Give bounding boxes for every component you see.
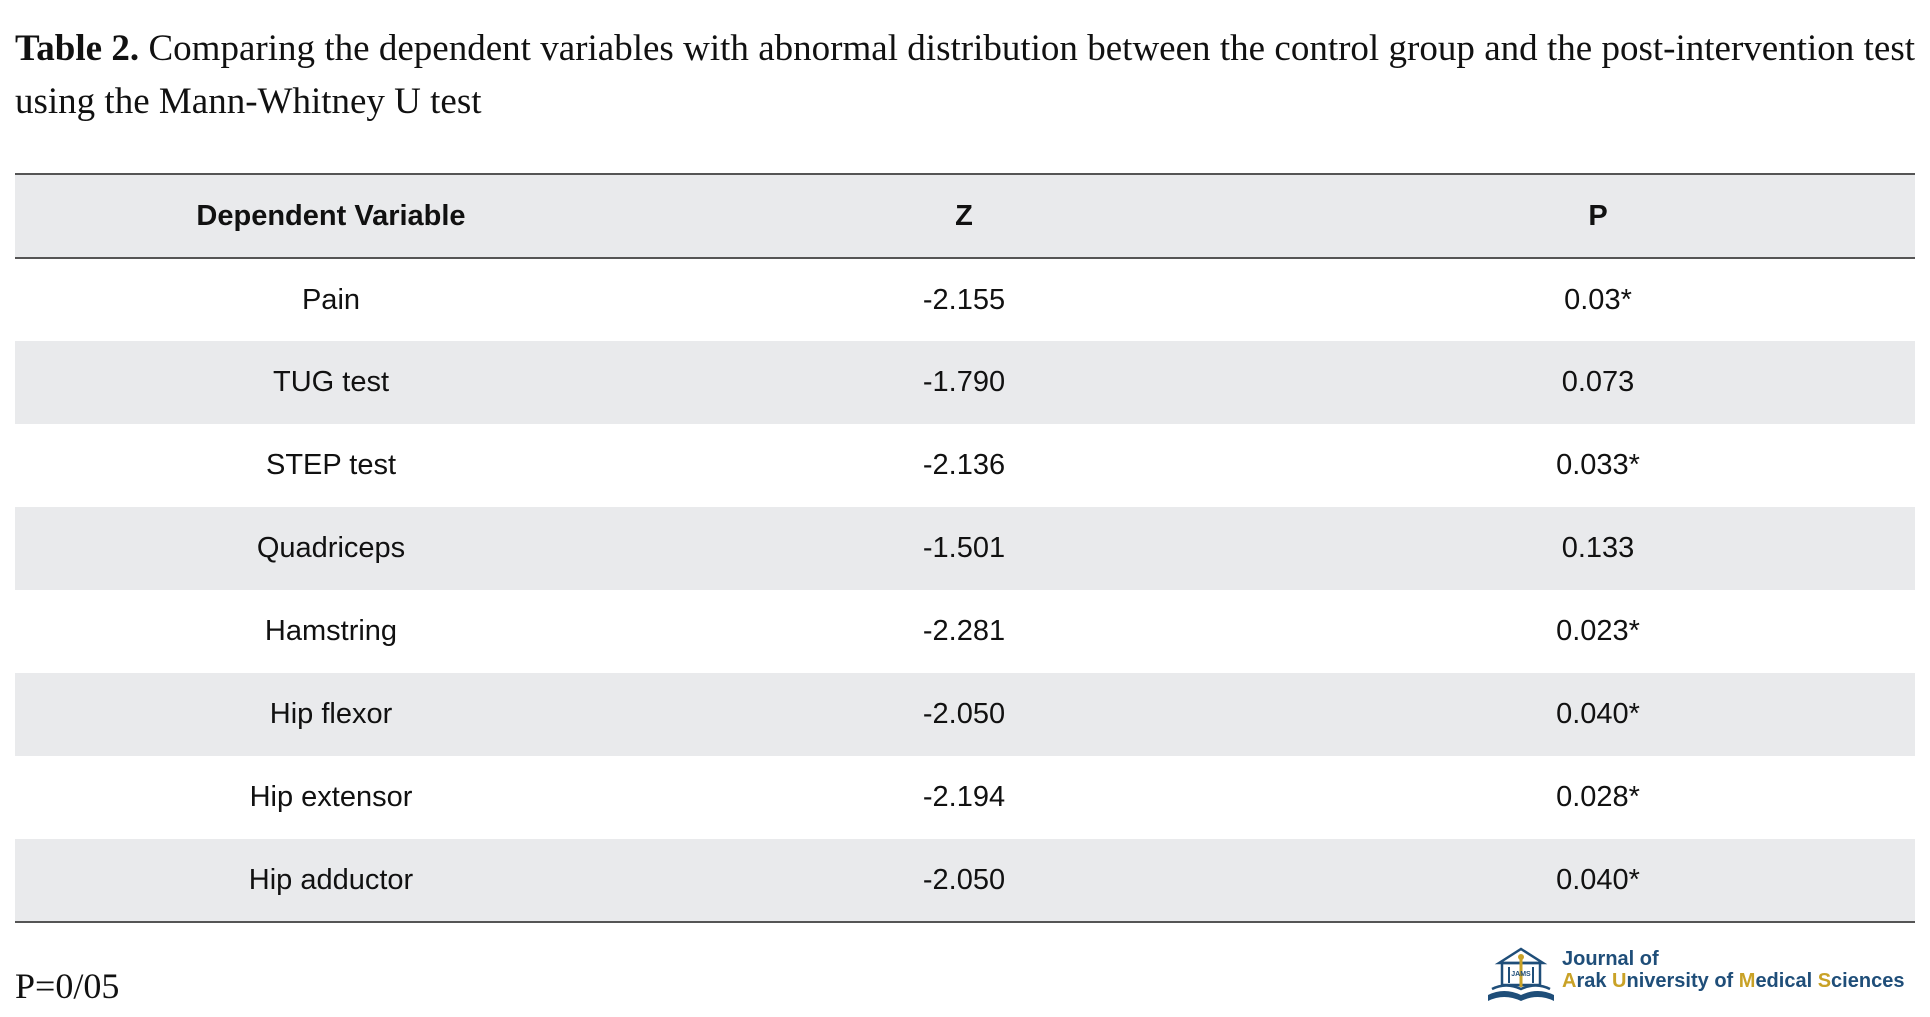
table-row [15, 341, 1915, 424]
cell-p: 0.03* [1564, 283, 1632, 316]
journal-name-part: edical [1755, 970, 1818, 992]
cell-z: -2.050 [647, 839, 1281, 922]
cell-p: 0.028* [1556, 781, 1640, 813]
table-caption [15, 22, 1915, 128]
cell-p: 0.040* [1556, 698, 1640, 730]
journal-name-part: M [1738, 970, 1756, 992]
table-row [15, 258, 1915, 341]
cell-p: 0.133 [1561, 532, 1635, 564]
cell-z: -1.790 [922, 366, 1006, 398]
cell-variable: Quadriceps [256, 532, 406, 564]
table-row [15, 756, 1915, 839]
journal-name-part: ciences [1831, 970, 1905, 992]
significance-footnote: P=0/05 [15, 966, 120, 1006]
cell-variable: STEP test [265, 449, 397, 481]
table-row [15, 424, 1915, 507]
journal-name-line2 [1562, 970, 1904, 992]
journal-emblem-icon [1484, 943, 1558, 1007]
cell-p: 0.073 [1561, 366, 1635, 398]
cell-p: 0.033* [1556, 449, 1640, 481]
results-table-container [15, 173, 1915, 923]
cell-variable: Hip extensor [249, 781, 413, 813]
journal-name-part: rak [1576, 970, 1613, 992]
cell-z: -2.136 [922, 449, 1006, 481]
cell-variable: Hip flexor [269, 698, 393, 730]
journal-logo [1484, 943, 1924, 1007]
cell-variable: TUG test [272, 366, 389, 398]
caption-label: Table 2. [15, 28, 140, 69]
cell-z: -2.155 [922, 283, 1006, 316]
cell-variable: Hamstring [264, 615, 398, 647]
cell-z: -1.501 [922, 532, 1006, 564]
header-dependent-variable: Dependent Variable [15, 174, 647, 258]
cell-variable: Hip adductor [15, 839, 647, 922]
journal-name-part: U [1612, 970, 1627, 992]
results-table [15, 173, 1915, 923]
header-p: P [1281, 174, 1915, 258]
journal-name [1562, 948, 1904, 992]
journal-name-part: A [1562, 970, 1577, 992]
emblem-text: JAMS [1511, 971, 1531, 978]
table-header-row [15, 174, 1915, 258]
table-row [15, 507, 1915, 590]
cell-z: -2.050 [922, 698, 1006, 730]
journal-name-line1: Journal of [1562, 948, 1659, 970]
table-row [15, 839, 1915, 922]
cell-p: 0.040* [1281, 839, 1915, 922]
table-row [15, 590, 1915, 673]
journal-name-part: S [1817, 970, 1832, 992]
cell-z: -2.194 [922, 781, 1006, 813]
table-row [15, 673, 1915, 756]
cell-p: 0.023* [1556, 615, 1640, 647]
journal-name-part: niversity of [1626, 970, 1739, 992]
header-z: Z [647, 174, 1281, 258]
caption-text: Comparing the dependent variables with abnormal distribution between the control group and the post-intervention test using the Mann-Whitney U test [15, 28, 1916, 122]
cell-variable: Pain [301, 283, 361, 316]
cell-z: -2.281 [922, 615, 1006, 647]
